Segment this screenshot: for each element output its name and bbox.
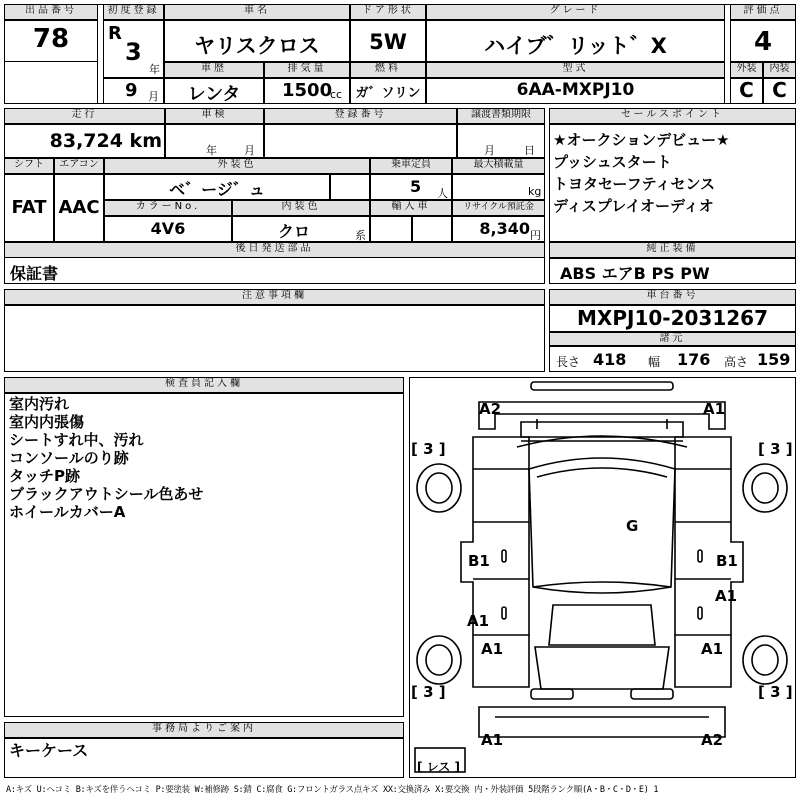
- mark-roof: G: [626, 517, 639, 535]
- width-label: 幅: [648, 355, 661, 369]
- int-color-unit: 系: [355, 229, 366, 242]
- displacement-unit: cc: [330, 88, 343, 101]
- reg-year-unit: 年: [149, 63, 160, 76]
- inspector-note: ホイールカバーA: [9, 503, 126, 521]
- mark-spare: [ レス ]: [417, 760, 460, 774]
- sales-points-header: セールスポイント: [549, 108, 796, 124]
- length-label: 長さ: [556, 355, 581, 369]
- mark-front-left: A2: [479, 400, 502, 418]
- sales-point: プッシュスタート: [553, 153, 672, 171]
- history: レンタ: [187, 84, 241, 105]
- mileage: 83,724 km: [49, 130, 162, 152]
- lot-no: 78: [32, 24, 70, 54]
- inspector-note: ブラックアウトシール色あせ: [9, 485, 204, 503]
- displacement-header: 排気量: [264, 62, 350, 78]
- reg-no-cell: [264, 124, 457, 158]
- fuel-header: 燃料: [350, 62, 426, 78]
- inspection-header: 車検: [165, 108, 264, 124]
- mileage-header: 走行: [4, 108, 165, 124]
- reg-no-header: 登録番号: [264, 108, 457, 124]
- capacity-header: 乗車定員: [370, 158, 452, 174]
- ext-color-header: 外装色: [104, 158, 370, 174]
- recycle-unit: 円: [530, 229, 541, 242]
- chassis-no-header: 車台番号: [549, 289, 796, 305]
- inspector-header: 検査員記入欄: [4, 377, 404, 393]
- car-diagram: [409, 377, 796, 778]
- transfer-month-unit: 月: [484, 144, 495, 157]
- fuel: ガ゛ソリン: [355, 86, 421, 101]
- aircon-header: エアコン: [54, 158, 104, 174]
- car-name-header: 車名: [164, 4, 350, 20]
- sales-point: トヨタセーフティセンス: [553, 175, 716, 193]
- grade-header: グレード: [426, 4, 725, 20]
- mark-fender-rr: A1: [701, 640, 724, 658]
- import-cell-2: [412, 216, 452, 242]
- genuine-equipment-header: 純正装備: [549, 242, 796, 258]
- mark-tire-rl: [ 3 ]: [411, 683, 446, 701]
- displacement: 1500: [282, 80, 333, 101]
- door-type: 5W: [369, 30, 407, 54]
- transfer-day-unit: 日: [524, 144, 535, 157]
- exterior-grade: C: [739, 78, 754, 102]
- color-no: 4V6: [150, 219, 186, 238]
- reg-month-unit: 月: [148, 90, 159, 103]
- sales-point: ★オークションデビュー★: [553, 131, 730, 149]
- interior-header: 内装: [763, 62, 796, 78]
- int-color-header: 内装色: [232, 200, 370, 216]
- lot-no-blank: [4, 61, 98, 104]
- mark-front-right: A1: [703, 400, 726, 418]
- sales-point: ディスプレイオーディオ: [553, 197, 714, 215]
- grade: ハイブ゛リット゛X: [484, 34, 667, 58]
- legend: A:キズ U:ヘコミ B:キズを伴うヘコミ P:要塗装 W:補修跡 S:錆 C:腐食 G:フロントガラス点キズ XX:交換済み X:要交換 内・外装評価 5段階ランク順(A・B・C・D・E) 1: [6, 785, 659, 795]
- inspection-month-unit: 月: [244, 144, 255, 157]
- door-type-header: ドア形状: [350, 4, 426, 20]
- max-load-header: 最大積載量: [452, 158, 545, 174]
- reg-month: 9: [125, 80, 138, 101]
- mark-tire-fl: [ 3 ]: [411, 440, 446, 458]
- inspector-note: シートすれ中、汚れ: [9, 431, 144, 449]
- shift-header: シフト: [4, 158, 54, 174]
- inspector-note: 室内内張傷: [9, 413, 85, 431]
- recycle-header: リサイクル預託金: [452, 200, 545, 216]
- recycle: 8,340: [479, 219, 530, 238]
- inspection-year-unit: 年: [206, 144, 217, 157]
- score-header: 評価点: [730, 4, 796, 20]
- max-load-unit: kg: [528, 185, 542, 198]
- height: 159: [757, 350, 791, 369]
- interior-grade: C: [772, 78, 787, 102]
- car-name: ヤリスクロス: [194, 34, 320, 58]
- ext-color-cell-2: [330, 174, 370, 200]
- era: R: [108, 23, 122, 44]
- model: 6AA-MXPJ10: [516, 80, 635, 100]
- height-label: 高さ: [724, 355, 749, 369]
- office-note: キーケース: [9, 741, 89, 760]
- import-cell: [370, 216, 412, 242]
- later-items-header: 後日発送部品: [4, 242, 545, 258]
- dimensions-header: 諸元: [549, 332, 796, 346]
- inspector-note: コンソールのり跡: [9, 449, 129, 467]
- history-header: 車歴: [164, 62, 264, 78]
- genuine-equipment: ABS エアB PS PW: [560, 264, 710, 283]
- notes-header: 注意事項欄: [4, 289, 545, 305]
- length: 418: [593, 350, 627, 369]
- mark-door-right: B1: [716, 552, 738, 570]
- mark-tire-fr: [ 3 ]: [758, 440, 793, 458]
- ext-color: ベ゛ージ゛ュ: [169, 180, 265, 199]
- mark-door-left: B1: [468, 552, 490, 570]
- inspector-note: タッチP跡: [9, 467, 80, 485]
- color-no-header: カラーNo.: [104, 200, 232, 216]
- notes-box: [4, 305, 545, 372]
- later-items: 保証書: [10, 264, 59, 283]
- aircon: AAC: [58, 197, 100, 218]
- transfer-deadline-header: 譲渡書類期限: [457, 108, 545, 124]
- chassis-no: MXPJ10-2031267: [577, 306, 768, 330]
- lot-no-header: 出品番号: [4, 4, 98, 20]
- shift: FAT: [11, 197, 47, 218]
- int-color: クロ: [277, 222, 310, 241]
- mark-fender-rl: A1: [481, 640, 504, 658]
- inspector-notes-list: [9, 395, 203, 521]
- width: 176: [677, 350, 711, 369]
- capacity-unit: 人: [437, 187, 448, 200]
- reg-year: 3: [125, 38, 142, 66]
- exterior-header: 外装: [730, 62, 763, 78]
- office-header: 事務局よりご案内: [4, 722, 404, 738]
- inspector-note: 室内汚れ: [9, 395, 70, 413]
- first-reg-header: 初度登録: [103, 4, 164, 20]
- mark-rear-left: A1: [481, 731, 504, 749]
- score: 4: [753, 27, 773, 57]
- model-header: 型式: [426, 62, 725, 78]
- sales-points-list: [553, 129, 730, 217]
- mark-tire-rr: [ 3 ]: [758, 683, 793, 701]
- mark-left-rear-door: A1: [467, 612, 490, 630]
- import-header: 輸入車: [370, 200, 452, 216]
- mark-rear-right: A2: [701, 731, 724, 749]
- mark-right-side: A1: [715, 587, 738, 605]
- capacity: 5: [410, 177, 422, 196]
